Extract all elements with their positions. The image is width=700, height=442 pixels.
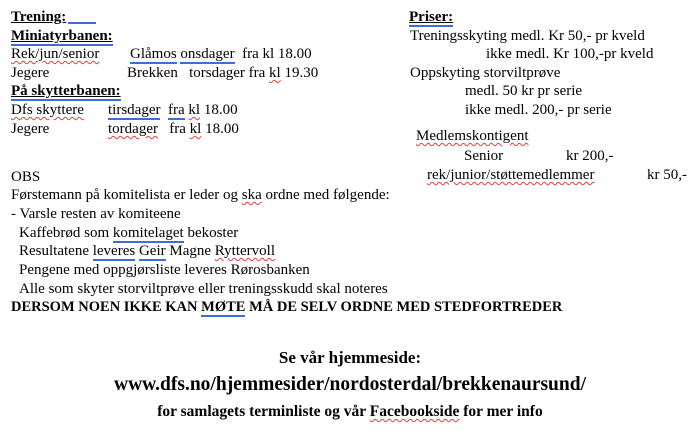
obs-line-leader: Førstemann på komitelista er leder og ska ordne med følgende: <box>11 187 390 203</box>
schedule-time-hunters-2: tordager fra kl 18.00 <box>108 121 239 137</box>
prices-heading: Priser: <box>409 9 454 25</box>
membership-senior-price: kr 200,- <box>566 148 614 164</box>
obs-line-money: Pengene med oppgjørsliste leveres Rørosbanken <box>19 262 310 278</box>
price-line-storvilt-nonmembers: ikke medl. 200,- pr serie <box>465 102 612 118</box>
see-website-heading: Se vår hjemmeside: <box>278 348 422 367</box>
membership-heading: Medlemskontigent <box>416 128 529 144</box>
substitute-warning: DERSOM NOEN IKKE KAN MØTE MÅ DE SELV ORDNE MED STEDFORTREDER <box>11 299 563 315</box>
schedule-place-hunters-1: Brekken torsdager fra kl 19.30 <box>127 65 319 81</box>
schedule-label-hunters-1: Jegere <box>11 65 50 81</box>
schedule-label-hunters-2: Jegere <box>11 121 50 137</box>
price-line-training-nonmembers: ikke medl. Kr 100,-pr kveld <box>486 46 654 62</box>
price-line-storvilt-members: medl. 50 kr pr serie <box>465 83 583 99</box>
membership-senior-label: Senior <box>464 148 504 164</box>
membership-rek-price: kr 50,- <box>647 167 687 183</box>
obs-line-notify: - Varsle resten av komiteene <box>11 206 181 222</box>
obs-line-register: Alle som skyter storviltprøve eller treningsskudd skal noteres <box>19 281 388 297</box>
website-url: www.dfs.no/hjemmesider/nordosterdal/brekkenaursund/ <box>113 374 587 395</box>
grammar-mark <box>68 8 96 24</box>
schedule-label: Rek/jun/senior <box>11 46 100 62</box>
membership-rek-label: rek/junior/støttemedlemmer <box>427 167 595 183</box>
schedule-label-dfs: Dfs skyttere <box>11 102 84 118</box>
price-line-training-members: Treningsskyting medl. Kr 50,- pr kveld <box>410 28 645 44</box>
obs-line-results: Resultatene leveres Geir Magne Ryttervoll <box>19 243 276 259</box>
schedule-place-rek: Glåmos onsdager fra kl 18.00 <box>130 46 312 62</box>
miniature-range-heading: Miniatyrbanen: <box>11 28 113 44</box>
training-heading: Trening: <box>11 8 96 26</box>
schedule-row-rek <box>11 45 99 63</box>
obs-label: OBS <box>11 169 41 185</box>
schedule-time-dfs: tirsdager fra kl 18.00 <box>108 102 238 118</box>
shooting-range-heading: På skytterbanen: <box>11 83 121 99</box>
price-line-storvilt: Oppskyting storviltprøve <box>410 65 561 81</box>
obs-line-coffee: Kaffebrød som komitelaget bekoster <box>19 225 239 241</box>
info-line: for samlagets terminliste og vår Facebookside for mer info <box>157 403 543 420</box>
